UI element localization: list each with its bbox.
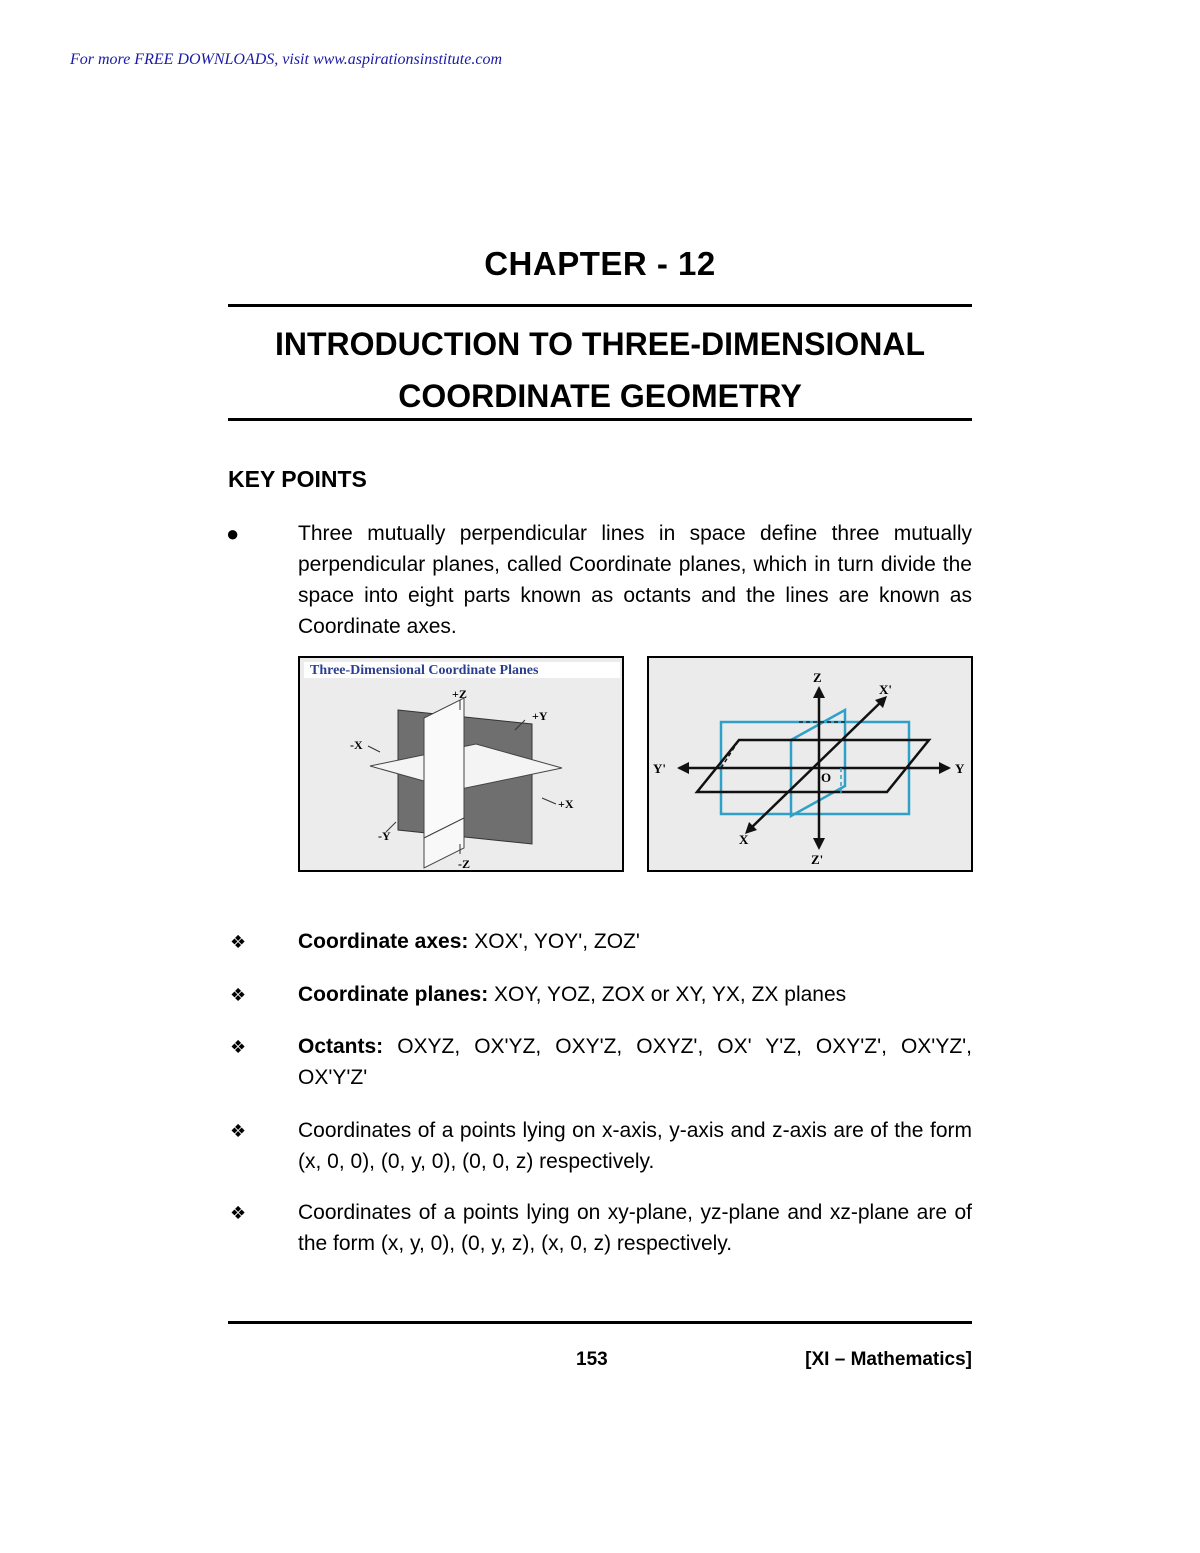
figure-axes-planes: [647, 656, 973, 872]
chapter-title-line2: COORDINATE GEOMETRY: [398, 378, 802, 414]
diamond-bullet-icon: ❖: [230, 932, 247, 952]
bullet-icon: ●: [226, 521, 240, 546]
chapter-title-line1: INTRODUCTION TO THREE-DIMENSIONAL: [274, 326, 926, 362]
label-minus-z: -Z: [458, 857, 470, 870]
label-y: Y: [955, 761, 965, 776]
label-origin: O: [821, 770, 832, 785]
item-coordinate-planes: [298, 979, 972, 1010]
item-text: XOX', YOY', ZOZ': [468, 930, 640, 953]
label-plus-x: +X: [558, 797, 574, 811]
figure-caption: Three-Dimensional Coordinate Planes: [310, 663, 539, 678]
title-top-rule: [228, 304, 972, 307]
label-y-prime: Y': [653, 761, 666, 776]
label-plus-z: +Z: [452, 687, 467, 701]
label-plus-y: +Y: [532, 709, 548, 723]
axes-planes-diagram: [649, 658, 971, 870]
diamond-bullet-icon: ❖: [230, 1121, 247, 1141]
label-minus-y: -Y: [378, 829, 391, 843]
item-text: Coordinates of a points lying on xy-plane, yz-plane and xz-plane are of the form (x, y, 0), (0, y, z), (x, 0, z) respectively.: [298, 1201, 972, 1255]
key-points-intro: Three mutually perpendicular lines in space define three mutually perpendicular planes, called Coordinate planes, which in turn divide the space into eight parts known as octants and the lines are known as Coordinate axes.: [298, 522, 972, 638]
label-x-prime: X': [879, 682, 892, 697]
diamond-bullet-icon: ❖: [230, 1203, 247, 1223]
label-z: Z: [813, 670, 822, 685]
item-label: Coordinate axes:: [298, 930, 469, 953]
coordinate-planes-diagram: [300, 658, 622, 870]
diamond-bullet-icon: ❖: [230, 1037, 247, 1057]
item-text: XOY, YOZ, ZOX or XY, YX, ZX planes: [488, 983, 847, 1006]
item-octants: [298, 1031, 972, 1093]
chapter-number: CHAPTER - 12: [484, 245, 716, 282]
title-bottom-rule: [228, 418, 972, 421]
item-text: Coordinates of a points lying on x-axis, y-axis and z-axis are of the form (x, 0, 0), (0, y, 0), (0, 0, z) respectively.: [298, 1119, 972, 1173]
label-minus-x: -X: [350, 738, 363, 752]
chapter-title: [228, 318, 972, 422]
key-points-heading: KEY POINTS: [228, 466, 367, 492]
item-label: Octants:: [298, 1035, 384, 1058]
figure-coordinate-planes: [298, 656, 624, 872]
item-label: Coordinate planes:: [298, 983, 489, 1006]
item-coordinate-axes: [298, 926, 972, 957]
footer-subject: [XI – Mathematics]: [805, 1349, 972, 1370]
label-z-prime: Z': [811, 852, 824, 867]
item-text: OXYZ, OX'YZ, OXY'Z, OXYZ', OX' Y'Z, OXY'Z', OX'YZ', OX'Y'Z': [298, 1035, 972, 1089]
item-axis-coordinates: [298, 1115, 972, 1177]
header-download-link[interactable]: For more FREE DOWNLOADS, visit www.aspirationsinstitute.com: [70, 51, 502, 68]
footer-rule: [228, 1321, 972, 1324]
item-plane-coordinates: [298, 1197, 972, 1259]
label-x: X: [739, 832, 749, 847]
diamond-bullet-icon: ❖: [230, 985, 247, 1005]
page-number: 153: [576, 1349, 608, 1370]
